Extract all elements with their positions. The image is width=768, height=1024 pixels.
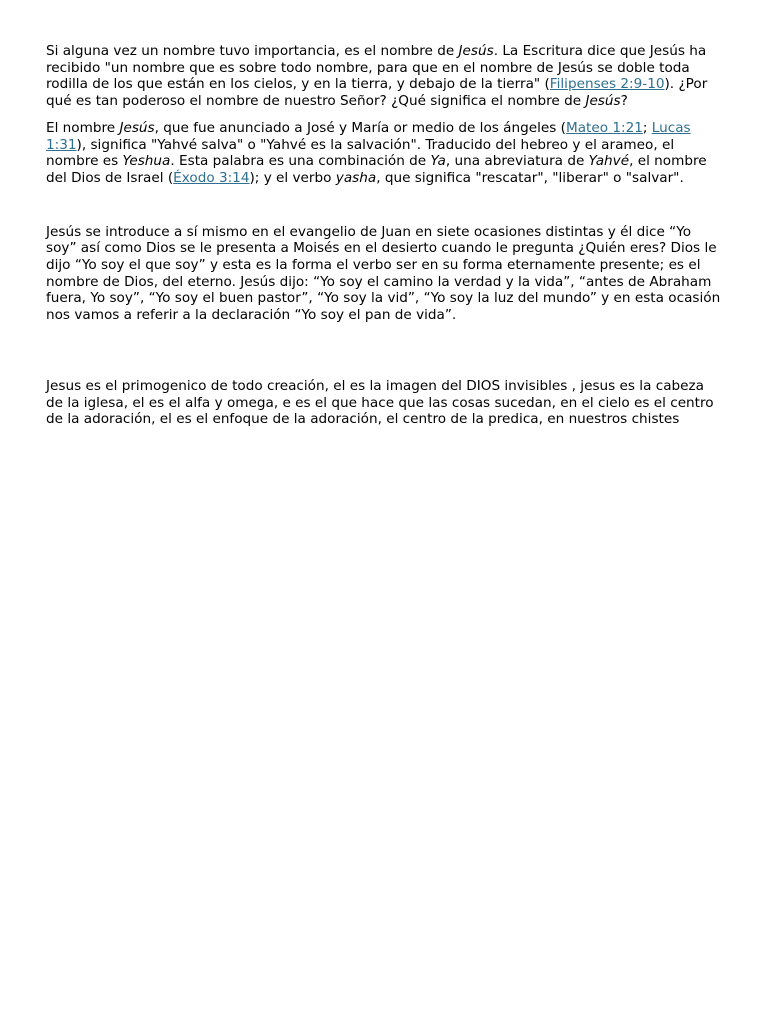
emphasis-jesus: Jesús <box>119 119 155 136</box>
text-run: , el nombre del Dios de Israel ( <box>46 153 707 186</box>
link-filipenses[interactable]: Filipenses 2:9-10 <box>549 76 665 93</box>
link-exodo[interactable]: Éxodo 3:14 <box>173 169 250 186</box>
text-run: . La Escritura dice que Jesús ha recibido "un nombre que es sobre todo nombre, para que en el nombre de Jesús se doble toda rodilla de los que están en los cielos, y en la tierra, y debajo de la tierra" ( <box>46 43 707 93</box>
text-run: , que fue anunciado a José y María or medio de los ángeles ( <box>154 119 566 136</box>
emphasis-jesus: Jesús <box>458 43 494 59</box>
text-run: El nombre <box>46 119 120 136</box>
emphasis-yahve: Yahvé <box>588 153 630 170</box>
emphasis-ya: Ya <box>430 153 446 170</box>
paragraph-yo-soy: Jesús se introduce a sí mismo en el evangelio de Juan en siete ocasiones distintas y él dice “Yo soy” así como Dios se le presenta a Moisés en el desierto cuando le pregunta ¿Quién eres? Dios le dijo “Yo soy el que soy” y esta es la forma el verbo ser en su forma eternamente presente; es el nombre de Dios, del eterno. Jesús dijo: “Yo soy el camino la verdad y la vida”, “antes de Abraham fuera, Yo soy”, “Yo soy el buen pastor”, “Yo soy la vid”, “Yo soy la luz del mundo” y en esta ocasión nos vamos a referir a la declaración “Yo soy el pan de vida”. <box>46 223 721 324</box>
emphasis-yeshua: Yeshua <box>122 153 171 170</box>
text-run: , una abreviatura de <box>445 153 589 170</box>
paragraph-name-meaning <box>46 120 722 187</box>
text-run: ? <box>620 93 628 110</box>
text-run: , que significa "rescatar", "liberar" o "salvar". <box>376 169 684 186</box>
link-mateo[interactable]: Mateo 1:21 <box>565 119 643 136</box>
text-run: ); y el verbo <box>249 169 336 186</box>
text-run: . Esta palabra es una combinación de <box>170 153 431 170</box>
paragraph-name-importance <box>46 43 722 110</box>
text-run: ), significa "Yahvé salva" o "Yahvé es la salvación". Traducido del hebreo y el arameo, el nombre es <box>46 136 675 170</box>
text-run: Si alguna vez un nombre tuvo importancia, es el nombre de <box>46 43 459 59</box>
text-run: ; <box>642 119 652 136</box>
text-run: ). ¿Por qué es tan poderoso el nombre de nuestro Señor? ¿Qué significa el nombre de <box>46 76 708 110</box>
emphasis-jesus: Jesús <box>585 93 621 110</box>
link-lucas[interactable]: Lucas 1:31 <box>46 119 691 153</box>
emphasis-yasha: yasha <box>335 169 377 186</box>
paragraph-primogenito: Jesus es el primogenico de todo creación, el es la imagen del DIOS invisibles , jesus es la cabeza de la iglesa, el es el alfa y omega, e es el que hace que las cosas sucedan, en el cielo es el centro de la adoración, el es el enfoque de la adoración, el centro de la predica, en nuestros chistes <box>46 377 714 428</box>
